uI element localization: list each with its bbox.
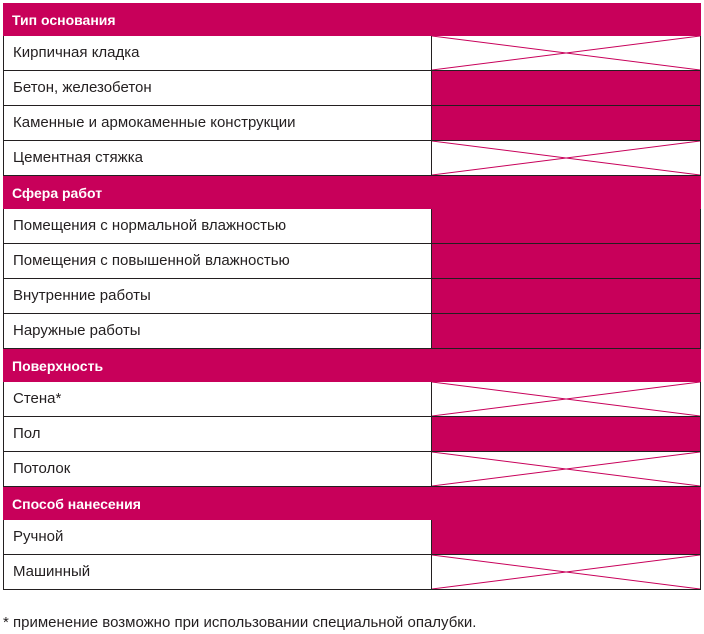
row-label: Ручной [4,520,432,554]
row-label: Помещения с повышенной влажностью [4,244,432,278]
not-applicable-cross-icon [432,141,701,175]
applicable-mark [432,71,701,105]
row-label: Внутренние работы [4,279,432,313]
row-label: Стена* [4,382,432,416]
row-label: Помещения с нормальной влажностью [4,209,432,243]
table-row [3,417,701,452]
table-row [3,314,701,349]
not-applicable-cross-icon [432,452,701,486]
applicable-mark [432,314,701,348]
table-row [3,555,701,590]
not-applicable-cross-icon [432,36,701,70]
table-row [3,106,701,141]
row-label: Каменные и армокаменные конструкции [4,106,432,140]
footnote: * применение возможно при использовании специальной опалубки. [3,614,477,631]
applicable-mark [432,417,701,451]
row-label: Бетон, железобетон [4,71,432,105]
table-row [3,279,701,314]
applicable-mark [432,279,701,313]
not-applicable-cross-icon [432,382,701,416]
applicable-mark [432,209,701,243]
table-row [3,71,701,106]
row-label: Потолок [4,452,432,486]
section-header: Поверхность [3,349,701,382]
row-label: Цементная стяжка [4,141,432,175]
section-header: Способ нанесения [3,487,701,520]
not-applicable-cross-icon [432,555,701,589]
row-label: Машинный [4,555,432,589]
application-table [3,3,701,590]
table-row [3,36,701,71]
applicable-mark [432,244,701,278]
section-header: Сфера работ [3,176,701,209]
table-row [3,520,701,555]
table-row [3,244,701,279]
applicable-mark [432,106,701,140]
table-row [3,141,701,176]
table-row [3,452,701,487]
row-label: Кирпичная кладка [4,36,432,70]
table-row [3,382,701,417]
table-row [3,209,701,244]
row-label: Пол [4,417,432,451]
applicable-mark [432,520,701,554]
section-header: Тип основания [3,3,701,36]
row-label: Наружные работы [4,314,432,348]
